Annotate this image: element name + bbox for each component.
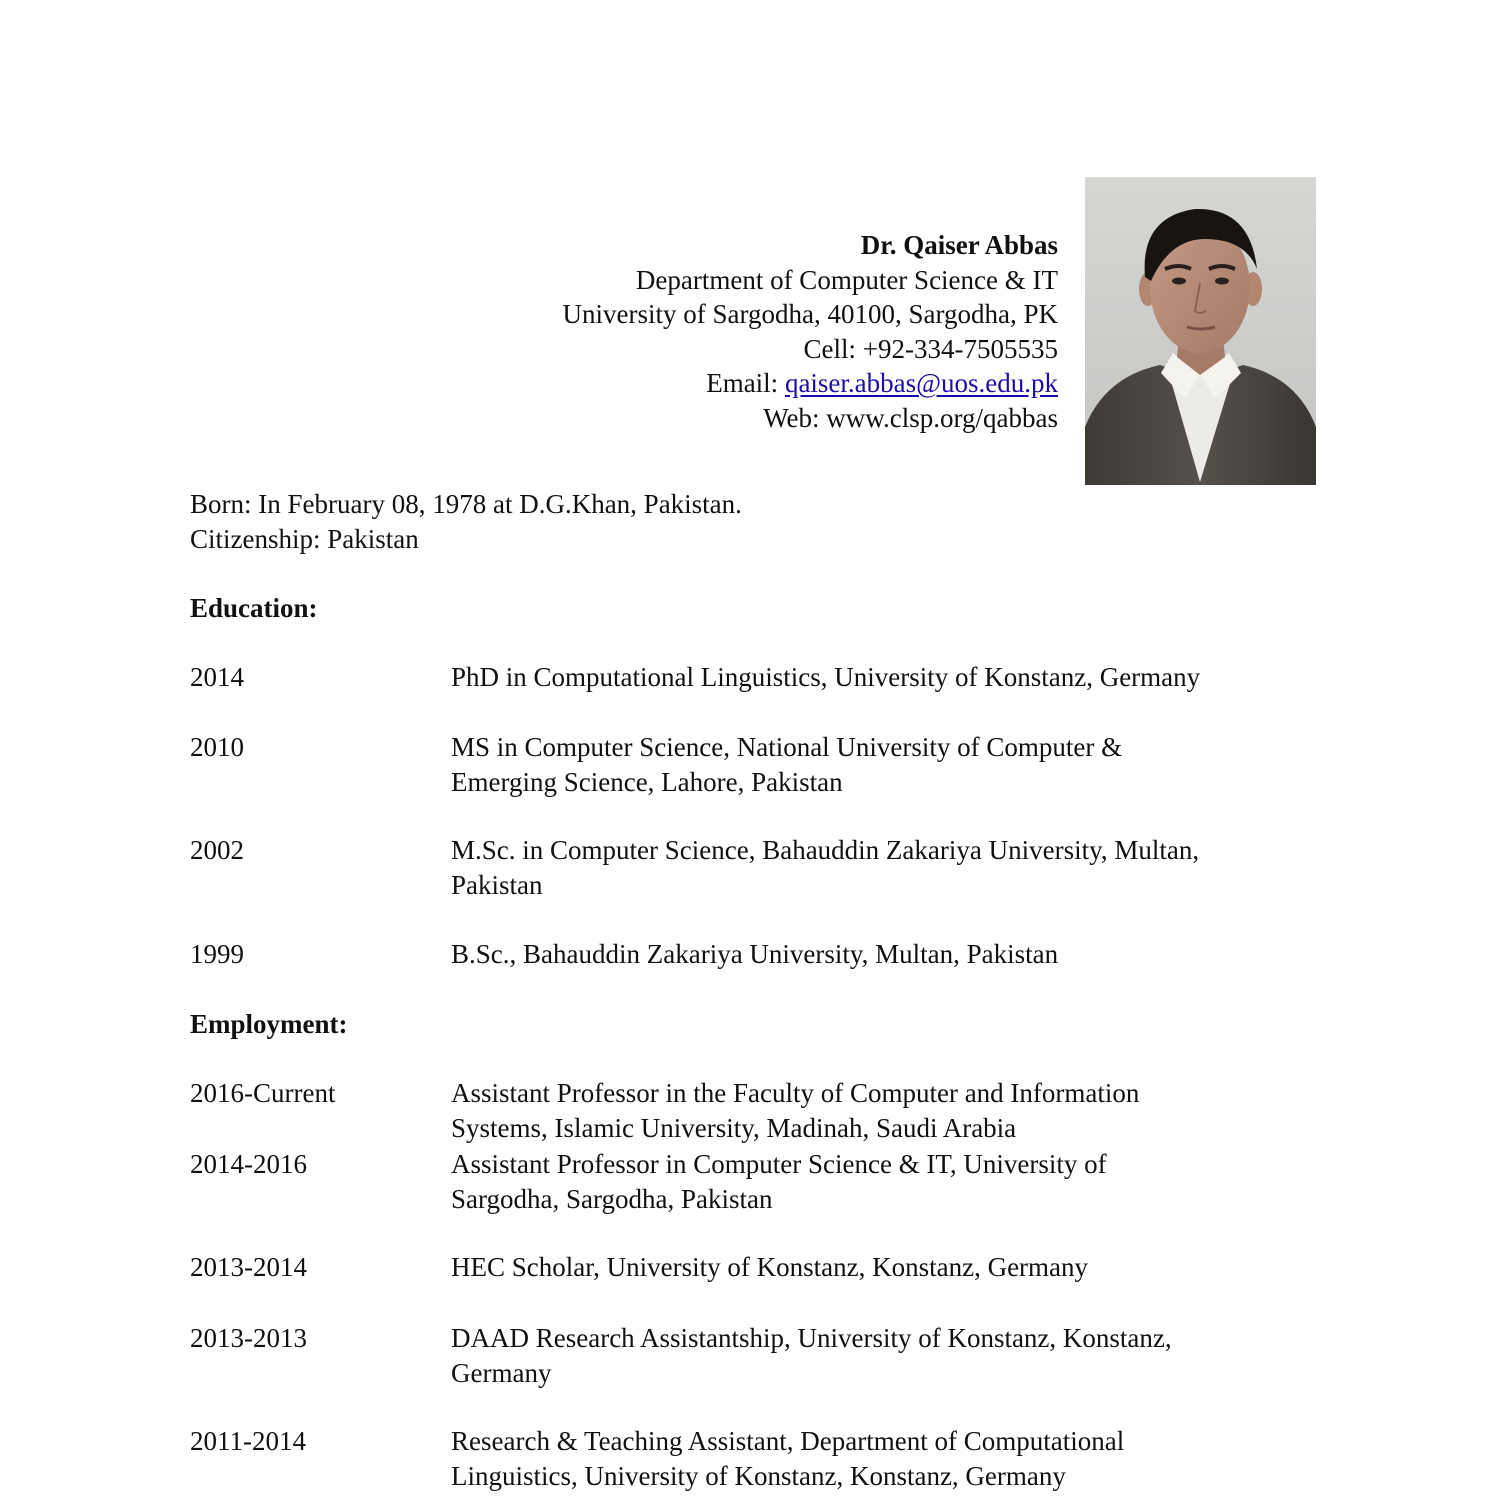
employment-description (451, 1424, 1311, 1493)
education-line: B.Sc., Bahauddin Zakariya University, Multan, Pakistan (451, 939, 1059, 969)
employment-line: HEC Scholar, University of Konstanz, Konstanz, Germany (451, 1252, 1089, 1282)
contact-header (190, 228, 1058, 435)
employment-heading: Employment: (190, 1009, 348, 1039)
education-year: 2010 (190, 732, 244, 762)
employment-period: 2013-2014 (190, 1252, 307, 1282)
employment-line: Research & Teaching Assistant, Department of Computational (451, 1426, 1125, 1456)
education-description (451, 937, 1311, 972)
education-line: M.Sc. in Computer Science, Bahauddin Zakariya University, Multan, (451, 835, 1200, 865)
cell-line: Cell: +92-334-7505535 (803, 333, 1058, 364)
employment-description (451, 1250, 1311, 1285)
university-address-line: University of Sargodha, 40100, Sargodha, PK (562, 299, 1058, 329)
portrait-image (1085, 177, 1316, 485)
employment-description (451, 1321, 1311, 1390)
education-heading: Education: (190, 593, 318, 623)
employment-line: Germany (451, 1357, 552, 1388)
citizenship-line: Citizenship: Pakistan (190, 523, 419, 554)
education-year: 2014 (190, 662, 244, 692)
employment-line: Linguistics, University of Konstanz, Konstanz, Germany (451, 1460, 1066, 1491)
email-label: Email: (706, 368, 785, 398)
education-description (451, 833, 1311, 902)
employment-line: Sargodha, Sargodha, Pakistan (451, 1183, 773, 1214)
personal-info (190, 487, 742, 556)
profile-photo (1085, 177, 1316, 485)
employment-description (451, 1076, 1311, 1145)
employment-period: 2014-2016 (190, 1149, 307, 1179)
employment-line: Systems, Islamic University, Madinah, Saudi Arabia (451, 1112, 1017, 1143)
education-year: 2002 (190, 835, 244, 865)
web-line: Web: www.clsp.org/qabbas (763, 402, 1058, 433)
department-line: Department of Computer Science & IT (635, 264, 1058, 295)
education-year: 1999 (190, 939, 244, 969)
employment-line: DAAD Research Assistantship, University of Konstanz, Konstanz, (451, 1323, 1172, 1353)
employment-description (451, 1147, 1311, 1216)
education-line: PhD in Computational Linguistics, University of Konstanz, Germany (451, 662, 1201, 692)
education-line: Emerging Science, Lahore, Pakistan (451, 766, 843, 797)
employment-period: 2013-2013 (190, 1323, 307, 1353)
employment-line: Assistant Professor in the Faculty of Computer and Information (451, 1078, 1140, 1108)
employment-period: 2011-2014 (190, 1426, 306, 1456)
employment-line: Assistant Professor in Computer Science & IT, University of (451, 1149, 1107, 1179)
education-description (451, 660, 1311, 695)
education-line: MS in Computer Science, National University of Computer & (451, 732, 1123, 762)
education-description (451, 730, 1311, 799)
born-line: Born: In February 08, 1978 at D.G.Khan, Pakistan. (190, 489, 742, 519)
email-line (190, 366, 1058, 401)
employment-period: 2016-Current (190, 1078, 336, 1108)
email-link[interactable]: qaiser.abbas@uos.edu.pk (784, 368, 1058, 398)
person-name: Dr. Qaiser Abbas (860, 230, 1058, 260)
education-line: Pakistan (451, 869, 543, 900)
